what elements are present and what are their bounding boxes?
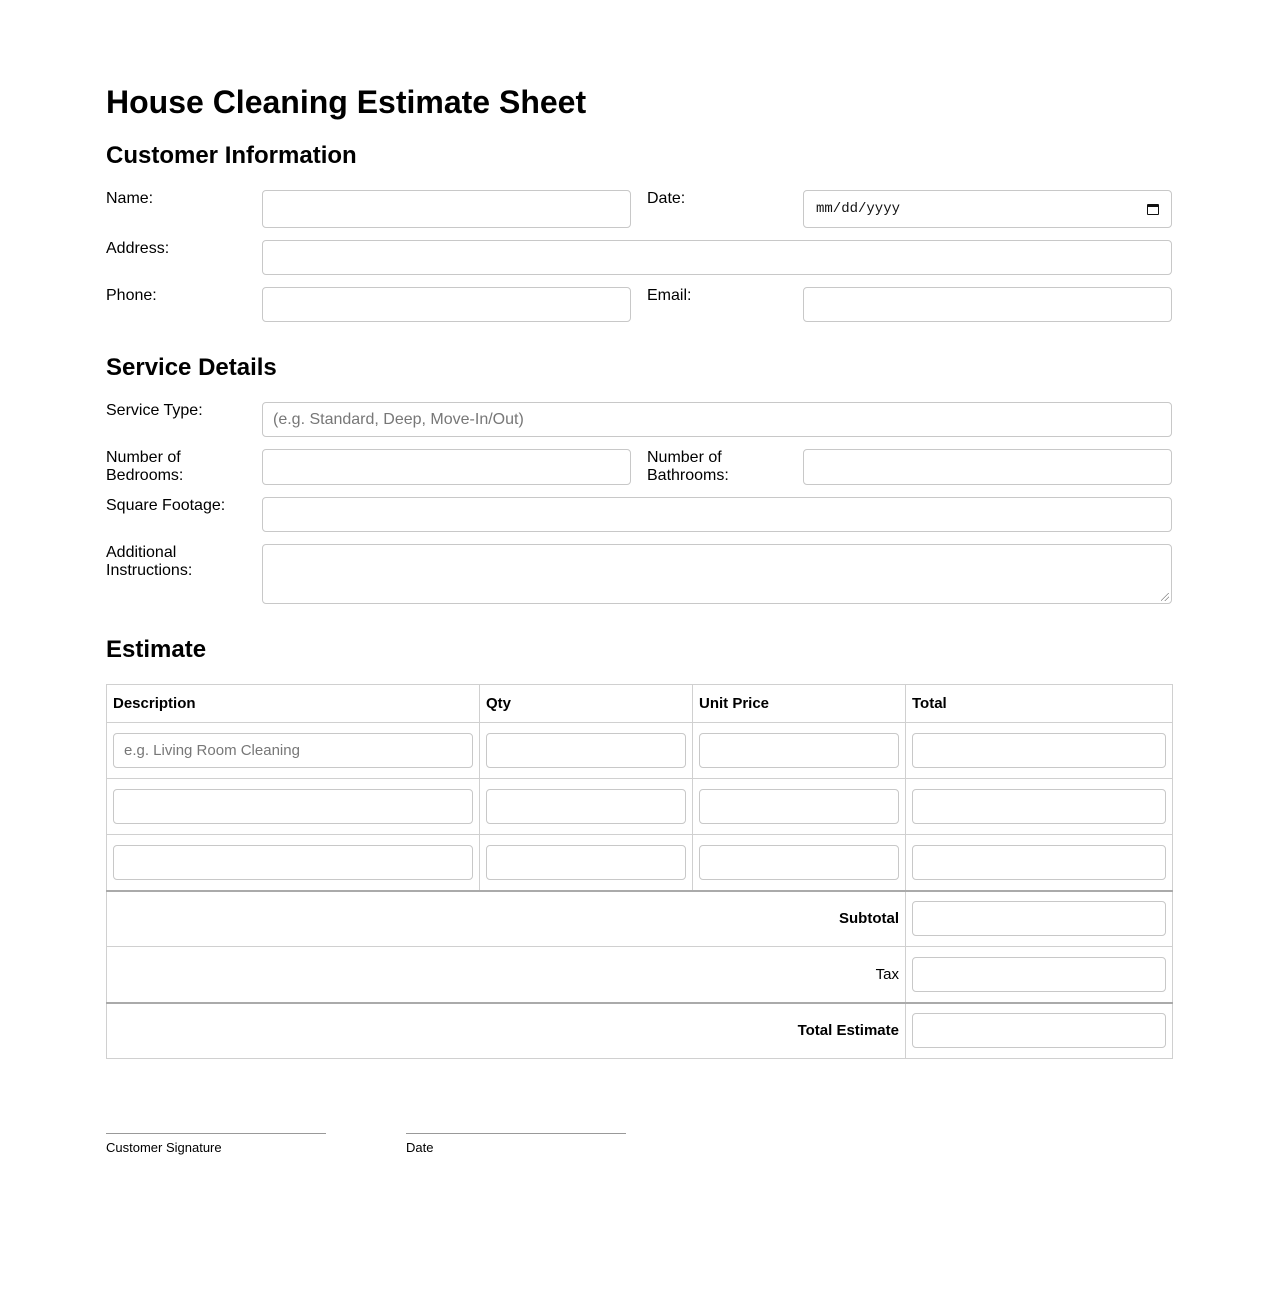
signature-date-label: Date <box>406 1140 434 1155</box>
date-label: Date: <box>647 190 686 207</box>
phone-input[interactable] <box>262 287 631 322</box>
service-details-heading: Service Details <box>106 354 277 381</box>
email-input[interactable] <box>803 287 1172 322</box>
bedrooms-input[interactable] <box>262 449 631 485</box>
service-type-label: Service Type: <box>106 402 203 419</box>
description-input[interactable] <box>113 789 473 824</box>
estimate-table <box>106 684 1173 1059</box>
unit-price-input[interactable] <box>699 845 899 880</box>
total-estimate-label: Total Estimate <box>107 1003 906 1059</box>
email-label: Email: <box>647 287 692 304</box>
calendar-icon[interactable] <box>1147 204 1159 215</box>
table-row <box>107 835 1173 891</box>
bathrooms-input[interactable] <box>803 449 1172 485</box>
square-footage-input[interactable] <box>262 497 1172 532</box>
total-estimate-row <box>107 1003 1173 1059</box>
qty-input[interactable] <box>486 733 686 768</box>
date-input-value: mm/dd/yyyy <box>816 201 901 217</box>
subtotal-label: Subtotal <box>107 891 906 947</box>
service-type-input[interactable]: (e.g. Standard, Deep, Move-In/Out) <box>262 402 1172 437</box>
table-row <box>107 723 1173 779</box>
line-total-input[interactable] <box>912 845 1166 880</box>
line-total-input[interactable] <box>912 733 1166 768</box>
column-header-total: Total <box>906 685 1173 723</box>
bedrooms-label <box>106 449 183 485</box>
qty-input[interactable] <box>486 789 686 824</box>
instructions-label <box>106 544 192 580</box>
total-estimate-input[interactable] <box>912 1013 1166 1048</box>
instructions-label-line-1: Additional <box>106 544 177 561</box>
name-label: Name: <box>106 190 154 207</box>
instructions-label-line-2: Instructions: <box>106 562 193 579</box>
qty-input[interactable] <box>486 845 686 880</box>
bedrooms-label-line-1: Number of <box>106 449 181 466</box>
signature-date-line[interactable] <box>406 1133 626 1134</box>
column-header-qty: Qty <box>480 685 693 723</box>
table-row <box>107 779 1173 835</box>
line-total-input[interactable] <box>912 789 1166 824</box>
subtotal-input[interactable] <box>912 901 1166 936</box>
unit-price-input[interactable] <box>699 789 899 824</box>
square-footage-label: Square Footage: <box>106 497 226 514</box>
phone-label: Phone: <box>106 287 157 304</box>
bedrooms-label-line-2: Bedrooms: <box>106 467 184 484</box>
instructions-textarea[interactable] <box>262 544 1172 604</box>
address-label: Address: <box>106 240 170 257</box>
column-header-unit-price: Unit Price <box>693 685 906 723</box>
tax-row <box>107 947 1173 1003</box>
bathrooms-label-line-1: Number of <box>647 449 722 466</box>
estimate-header-row <box>107 685 1173 723</box>
page-title: House Cleaning Estimate Sheet <box>106 84 587 120</box>
tax-label: Tax <box>107 947 906 1003</box>
name-input[interactable] <box>262 190 631 228</box>
date-input[interactable] <box>803 190 1172 228</box>
column-header-description: Description <box>107 685 480 723</box>
description-input[interactable]: e.g. Living Room Cleaning <box>113 733 473 768</box>
resize-handle-icon[interactable] <box>1161 593 1169 601</box>
subtotal-row <box>107 891 1173 947</box>
description-input[interactable] <box>113 845 473 880</box>
address-input[interactable] <box>262 240 1172 275</box>
tax-input[interactable] <box>912 957 1166 992</box>
customer-signature-line[interactable] <box>106 1133 326 1134</box>
unit-price-input[interactable] <box>699 733 899 768</box>
customer-info-heading: Customer Information <box>106 142 357 169</box>
customer-signature-label: Customer Signature <box>106 1140 222 1155</box>
bathrooms-label-line-2: Bathrooms: <box>647 467 729 484</box>
estimate-heading: Estimate <box>106 636 207 663</box>
bathrooms-label <box>647 449 729 485</box>
